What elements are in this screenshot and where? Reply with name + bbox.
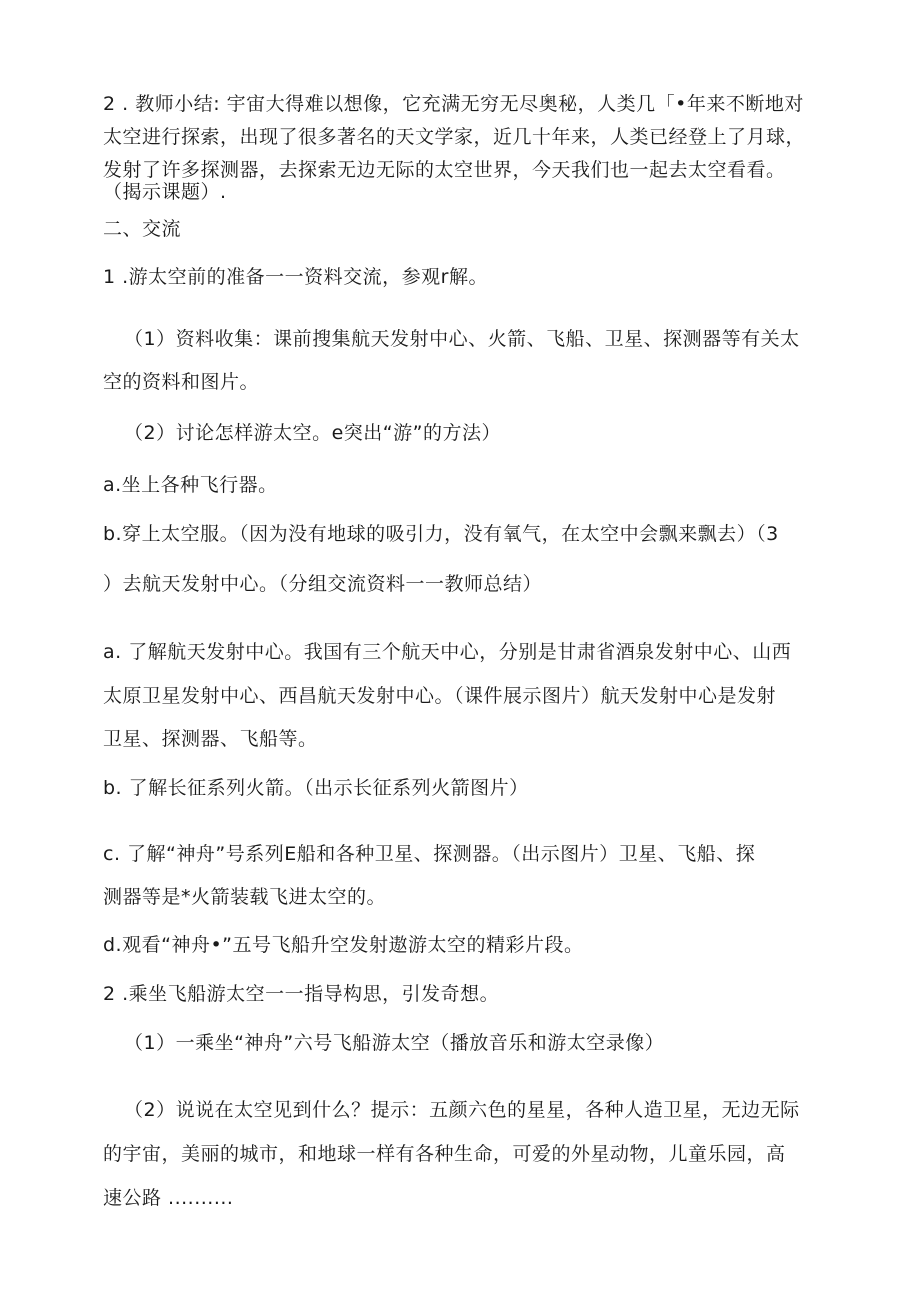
item-3d-line: d.观看“神舟•”五号飞船升空发射遨游太空的精彩片段。 xyxy=(103,934,584,956)
summary-line-1: 2 . 教师小结: 宇宙大得难以想像，它充满无穷无尽奥秘，人类几「•年来不断地对 xyxy=(103,93,804,115)
item-2a-line: a.坐上各种飞行器。 xyxy=(103,474,278,496)
item-1-line-2: 空的资料和图片。 xyxy=(103,371,260,393)
summary-line-3: 发射了许多探测器，去探索无边无际的太空世界，今天我们也一起去太空看看。 xyxy=(103,159,786,181)
item-3c-line-1: c. 了解“神舟”号系列E船和各种卫星、探测器。（出示图片）卫星、飞船、探 xyxy=(103,843,756,865)
item-3c-line-2: 测器等是*火箭装载飞进太空的。 xyxy=(103,886,387,908)
step-2-item-1: （1）一乘坐“神舟”六号飞船游太空（播放音乐和游太空录像） xyxy=(124,1032,665,1054)
section-heading-exchange: 二、交流 xyxy=(103,218,182,240)
item-3a-line-2: 太原卫星发射中心、西昌航天发射中心。（课件展示图片）航天发射中心是发射 xyxy=(103,685,777,707)
item-1-line-1: （1）资料收集：课前搜集航天发射中心、火箭、飞船、卫星、探测器等有关太 xyxy=(124,328,800,350)
summary-line-2: 太空进行探索，出现了很多著名的天文学家，近几十年来，人类已经登上了月球， xyxy=(103,126,806,148)
step-2-heading: 2 .乘坐飞船游太空一一指导构思，引发奇想。 xyxy=(103,983,500,1005)
item-3b-line: b. 了解长征系列火箭。（出示长征系列火箭图片） xyxy=(103,777,529,799)
step-2-item-2-line-2: 的宇宙，美丽的城市，和地球一样有各种生命，可爱的外星动物，儿童乐园，高 xyxy=(103,1143,786,1165)
step-1-heading: 1 .游太空前的准备一一资料交流，参观r解。 xyxy=(103,266,488,288)
summary-line-4: （揭示课题）. xyxy=(103,181,227,203)
item-3-line: ）去航天发射中心。（分组交流资料一一教师总结） xyxy=(103,573,543,595)
item-2b-line-1: b.穿上太空服。（因为没有地球的吸引力，没有氧气，在太空中会飘来飘去）（3 xyxy=(103,523,779,545)
item-3a-line-3: 卫星、探测器、飞船等。 xyxy=(103,728,318,750)
item-2-line: （2）讨论怎样游太空。e突出“游”的方法） xyxy=(124,422,501,444)
step-2-item-2-line-3: 速公路 .......... xyxy=(103,1187,234,1209)
step-2-item-2-line-1: （2）说说在太空见到什么？提示：五颜六色的星星，各种人造卫星，无边无际 xyxy=(124,1099,800,1121)
item-3a-line-1: a. 了解航天发射中心。我国有三个航天中心，分别是甘肃省酒泉发射中心、山西 xyxy=(103,641,792,663)
